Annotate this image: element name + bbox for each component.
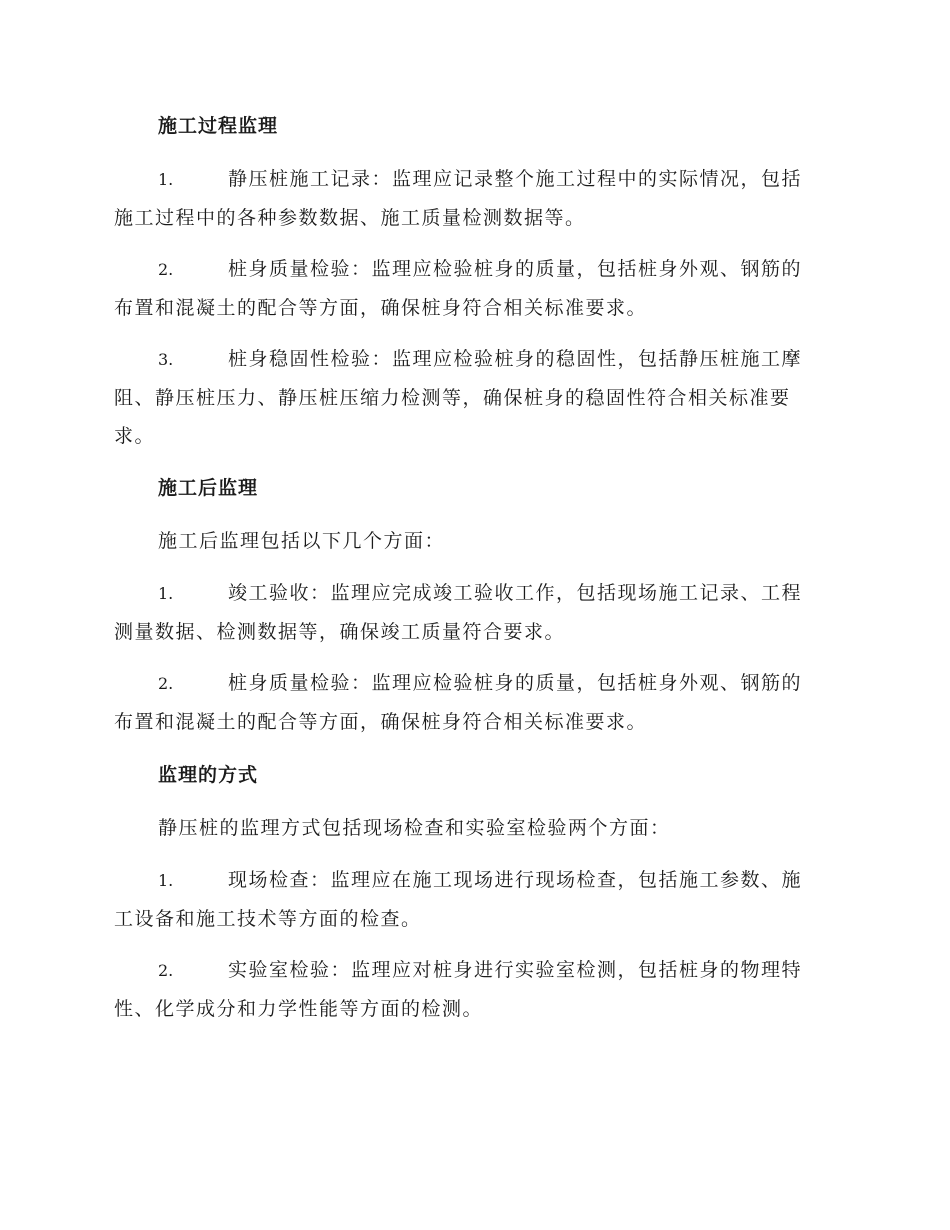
list-item-continuation: 布置和混凝土的配合等方面，确保桩身符合相关标准要求。: [114, 297, 648, 319]
list-item-first-line: [114, 574, 834, 613]
section-intro: 静压桩的监理方式包括现场检查和实验室检验两个方面：: [158, 817, 671, 839]
list-item: [114, 951, 834, 1028]
list-item-text: 静压桩施工记录：监理应记录整个施工过程中的实际情况，包括: [228, 168, 803, 190]
list-item-continuation: 施工过程中的各种参数数据、施工质量检测数据等。: [114, 207, 586, 229]
list-item-number: 1.: [158, 584, 174, 603]
list-item-text: 实验室检验：监理应对桩身进行实验室检测，包括桩身的物理特: [228, 959, 803, 981]
list-item: [114, 340, 834, 455]
list-item: [114, 664, 834, 741]
list-item-first-line: [114, 160, 834, 199]
list-item-number: 2.: [158, 961, 174, 980]
list-item: [114, 160, 834, 237]
list-item-first-line: [114, 664, 834, 703]
list-item: [114, 574, 834, 651]
list-item-continuation: 布置和混凝土的配合等方面，确保桩身符合相关标准要求。: [114, 711, 648, 733]
list-item-number: 1.: [158, 871, 174, 890]
list-item-text: 现场检查：监理应在施工现场进行现场检查，包括施工参数、施: [228, 869, 803, 891]
list-item-first-line: [114, 951, 834, 990]
list-item: [114, 861, 834, 938]
section-heading: 施工后监理: [158, 477, 259, 499]
list-item-number: 1.: [158, 170, 174, 189]
list-item-continuation: 阻、静压桩压力、静压桩压缩力检测等，确保桩身的稳固性符合相关标准要: [114, 387, 791, 409]
list-item: [114, 250, 834, 327]
list-item-text: 桩身质量检验：监理应检验桩身的质量，包括桩身外观、钢筋的: [228, 258, 803, 280]
section-intro: 施工后监理包括以下几个方面：: [158, 530, 446, 552]
list-item-text: 竣工验收：监理应完成竣工验收工作，包括现场施工记录、工程: [228, 582, 803, 604]
section-heading: 监理的方式: [158, 764, 259, 786]
list-item-text: 桩身稳固性检验：监理应检验桩身的稳固性，包括静压桩施工摩: [228, 348, 803, 370]
list-item-number: 3.: [158, 350, 174, 369]
list-item-continuation: 性、化学成分和力学性能等方面的检测。: [114, 998, 484, 1020]
list-item-first-line: [114, 250, 834, 289]
list-item-continuation: 求。: [114, 425, 156, 447]
list-item-continuation: 工设备和施工技术等方面的检查。: [114, 908, 422, 930]
list-item-first-line: [114, 861, 834, 900]
list-item-continuation: 测量数据、检测数据等，确保竣工质量符合要求。: [114, 621, 566, 643]
section-heading: 施工过程监理: [158, 115, 279, 137]
list-item-number: 2.: [158, 674, 174, 693]
list-item-first-line: [114, 340, 834, 379]
list-item-text: 桩身质量检验：监理应检验桩身的质量，包括桩身外观、钢筋的: [228, 672, 803, 694]
list-item-number: 2.: [158, 260, 174, 279]
